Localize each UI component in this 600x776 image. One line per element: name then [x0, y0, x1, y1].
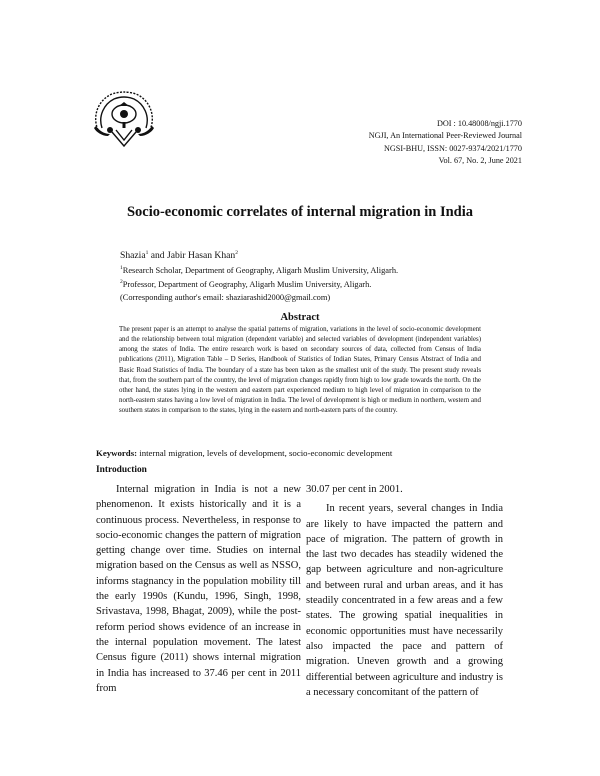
affiliation-1-text: Research Scholar, Department of Geography, Aligarh Muslim University, Aligarh.	[122, 266, 399, 275]
paper-title: Socio-economic correlates of internal migration in India	[126, 204, 474, 220]
affiliation-2	[120, 280, 371, 289]
author-2-marker: 2	[235, 249, 238, 256]
society-emblem-logo	[88, 86, 160, 152]
intro-paragraph-2: In recent years, several changes in India are likely to have impacted the pattern and pace of migration. The pattern of growth in the last two decades has steadily widened the gap between agriculture and non-agriculture and between rural and urban areas, and it has steadily concentrated in a few areas and a few states. The growing spatial inequalities in economic opportunities must have necessarily also impacted the pace and pattern of migration. Uneven growth and a growing differential between agriculture and industry is a necessary concomitant of the pattern of	[306, 503, 503, 698]
keywords-line	[96, 448, 392, 458]
issn-line: NGSI-BHU, ISSN: 0027-9374/2021/1770	[383, 143, 522, 153]
journal-name: NGJI, An International Peer-Reviewed Journal	[368, 131, 522, 141]
affiliation-2-marker: 2	[120, 279, 123, 286]
abstract-text: The present paper is an attempt to analyse the spatial patterns of migration, variations in the level of socio-economic development and the relationship between total migration (dependent variable) and selected variables of development (independent variables) among the states of India. The entire research work is based on secondary sources of data, collected from Census of India publications (2011), Migration Table – D Series, Handbook of Statistics of Indian States, Primary Census Abstract of India and Basic Road Statistics of India. The boundary of a state has been taken as the smallest unit of the study. The present study reveals that, from the southern part of the country, the level of migration changes rapidly from high to low grade towards the north. On the other hand, the states lying in the western and eastern part experienced medium to high level of migration in comparison to the north-eastern states having a low level of migration in India. The level of development is high or medium in northern, western and southern states in comparison to the states, lying in the eastern and north-eastern parts of the country.	[119, 326, 481, 415]
intro-paragraph-1-continued: 30.07 per cent in 2001.	[306, 484, 403, 495]
journal-metadata	[369, 118, 522, 167]
affiliation-2-text: Professor, Department of Geography, Aligarh Muslim University, Aligarh.	[122, 280, 372, 289]
volume-line: Vol. 67, No. 2, June 2021	[438, 155, 522, 165]
corresponding-author-email: (Corresponding author's email: shaziarashid2000@gmail.com)	[120, 293, 331, 302]
affiliation-1-marker: 1	[120, 265, 123, 272]
author-connector: and Jabir Hasan Khan	[148, 250, 236, 261]
abstract-heading: Abstract	[280, 312, 320, 323]
introduction-heading: Introduction	[96, 465, 147, 475]
author-line	[120, 250, 238, 261]
left-column	[96, 482, 301, 696]
affiliation-1	[120, 266, 398, 275]
author-1-marker: 1	[145, 249, 149, 256]
intro-paragraph-1: Internal migration in India is not a new phenomenon. It exists historically and it is a continuous process. Nevertheless, in response to socio-economic changes the pattern of migration getting change over time. Studies on internal migration based on the Census as well as NSSO, informs stagnancy in the population mobility till the early 1990s (Kundu, 1996, Singh, 1998, Srivastava, 1998, Bhagat, 2009), while the post-reform period shows evidence of an increase in the internal population movement. The latest Census figure (2011) shows internal migration in India has increased to 37.46 per cent in 2011 from	[96, 484, 301, 694]
author-1-name: Shazia	[120, 250, 146, 261]
keywords-text: internal migration, levels of development, socio-economic development	[137, 448, 393, 458]
right-column	[306, 482, 503, 700]
keywords-label: Keywords:	[96, 448, 138, 458]
doi-line: DOI : 10.48008/ngji.1770	[436, 119, 522, 128]
